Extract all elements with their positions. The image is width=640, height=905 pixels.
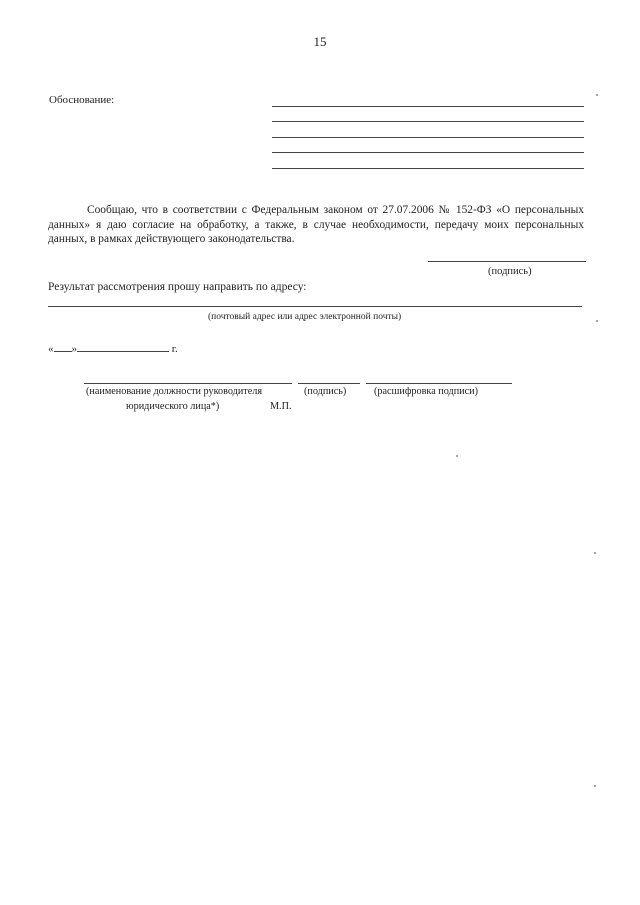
basis-line-1 [272, 106, 584, 107]
decoding-caption: (расшифровка подписи) [374, 386, 478, 397]
date-day-blank [54, 351, 72, 352]
scan-dot [596, 320, 598, 322]
footer-signature-line [298, 383, 360, 384]
basis-label: Обоснование: [49, 94, 115, 106]
stamp-mark: М.П. [270, 401, 292, 412]
applicant-signature-caption: (подпись) [488, 266, 532, 277]
decoding-line [366, 383, 512, 384]
date-field [48, 343, 178, 355]
address-caption: (почтовый адрес или адрес электронной почты) [208, 312, 402, 322]
date-month-blank [77, 351, 169, 352]
consent-paragraph: Сообщаю, что в соответствии с Федеральным законом от 27.07.2006 № 152-ФЗ «О персональных данных» я даю согласие на обработку, а также, в случае необходимости, передачу моих персональных данных, в рамках действующего законодательства. [48, 204, 584, 245]
position-caption-line1: (наименование должности руководителя [86, 386, 263, 397]
basis-line-5 [272, 168, 584, 169]
date-open-quote: « [48, 343, 54, 355]
applicant-signature-line [428, 261, 586, 262]
basis-line-2 [272, 121, 584, 122]
scan-dot [594, 552, 596, 554]
basis-line-3 [272, 137, 584, 138]
scan-dot [594, 785, 596, 787]
position-caption-line2: юридического лица*) [126, 401, 220, 412]
basis-line-4 [272, 152, 584, 153]
result-request-text: Результат рассмотрения прошу направить по адресу: [48, 281, 307, 293]
date-close-quote: » [71, 343, 77, 355]
address-line [48, 306, 582, 307]
page-number: 15 [313, 34, 327, 49]
footer-signature-caption: (подпись) [304, 386, 347, 397]
scan-dot [596, 94, 598, 96]
scan-dot [456, 455, 458, 457]
date-year-suffix: г. [171, 343, 178, 355]
position-line [84, 383, 292, 384]
